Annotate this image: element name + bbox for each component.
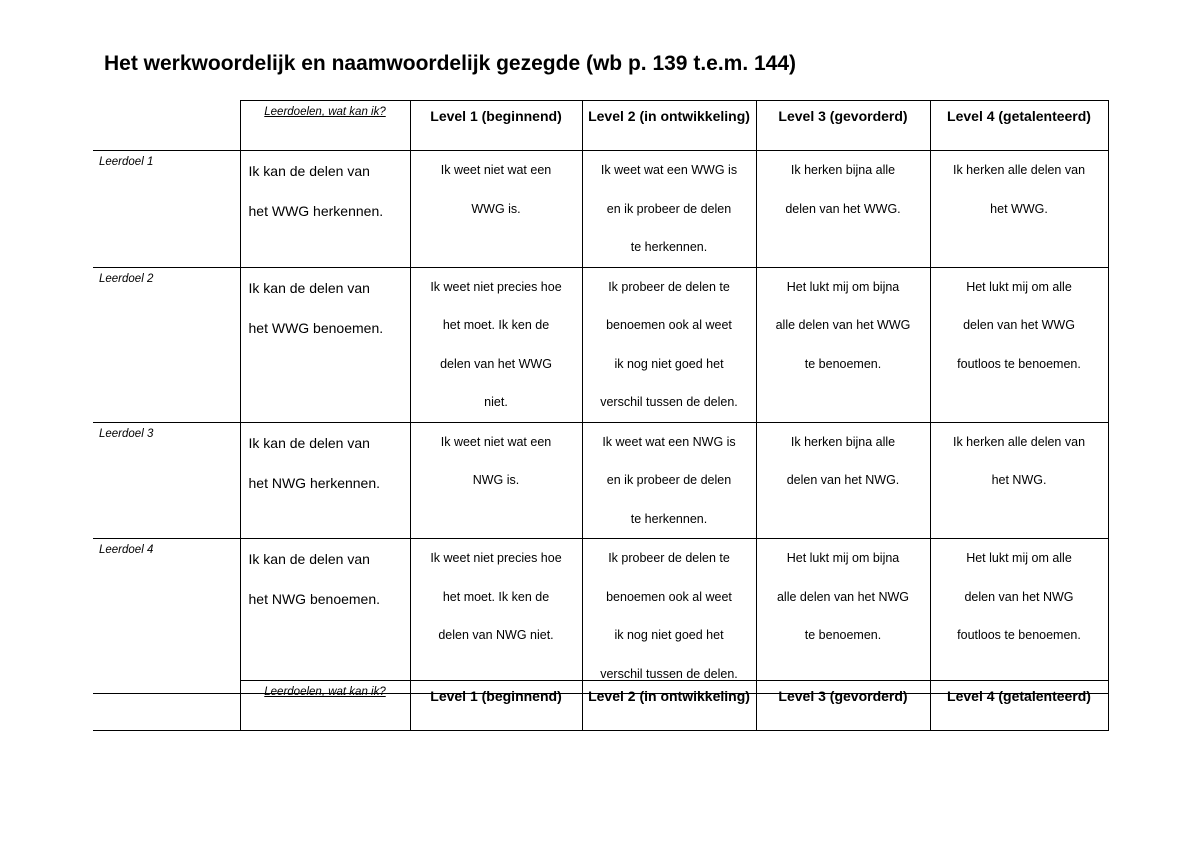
goal-text — [240, 539, 410, 694]
header-level-1: Level 1 (beginnend) — [410, 681, 582, 731]
level-1-cell — [410, 151, 582, 268]
cell-line: delen van het NWG. — [786, 473, 900, 487]
cell-line: het moet. Ik ken de — [442, 589, 550, 604]
cell-line: WWG is. — [471, 201, 521, 216]
cell-line: Ik weet niet precies hoe — [430, 279, 562, 294]
goal-id: Leerdoel 3 — [93, 422, 240, 539]
goal-id: Leerdoel 2 — [93, 267, 240, 422]
rubric-table — [93, 100, 1109, 694]
header-goals: Leerdoelen, wat kan ik? — [240, 101, 410, 151]
cell-line: het NWG. — [991, 473, 1047, 487]
goal-id: Leerdoel 4 — [93, 539, 240, 694]
level-2-cell — [582, 151, 756, 268]
level-1-cell — [410, 267, 582, 422]
cell-line: niet. — [484, 395, 508, 409]
cell-line: Ik probeer de delen te — [608, 279, 730, 294]
cell-line: Ik herken bijna alle — [790, 434, 896, 449]
cell-line: Ik weet niet wat een — [440, 163, 552, 177]
cell-line: NWG is. — [472, 473, 520, 487]
cell-line: Het lukt mij om alle — [966, 279, 1072, 294]
cell-line: Ik herken alle delen van — [952, 434, 1086, 449]
goal-text-line: het NWG herkennen. — [248, 474, 381, 491]
level-3-cell — [756, 539, 930, 694]
cell-line: te benoemen. — [804, 628, 882, 642]
table-header-row — [93, 101, 1108, 151]
cell-line: foutloos te benoemen. — [957, 356, 1081, 371]
cell-line: het WWG. — [990, 201, 1048, 216]
goal-text-line: het WWG benoemen. — [248, 319, 384, 336]
cell-line: delen van het WWG — [963, 318, 1075, 332]
cell-line: delen van NWG niet. — [438, 628, 554, 642]
header-level-2-line: Level 2 (in — [588, 688, 657, 704]
header-level-3: Level 3 (gevorderd) — [756, 681, 930, 731]
table-header-row — [93, 681, 1108, 731]
cell-line: te herkennen. — [630, 511, 708, 526]
table-row — [93, 539, 1108, 694]
table-row — [93, 422, 1108, 539]
cell-line: Het lukt mij om alle — [966, 551, 1072, 565]
cell-line: delen van het WWG. — [785, 201, 901, 216]
header-level-1: Level 1 (beginnend) — [410, 101, 582, 151]
cell-line: Ik probeer de delen te — [608, 551, 730, 565]
level-2-cell — [582, 422, 756, 539]
level-4-cell — [930, 422, 1108, 539]
level-4-cell — [930, 267, 1108, 422]
table-row — [93, 267, 1108, 422]
header-goals: Leerdoelen, wat kan ik? — [240, 681, 410, 731]
cell-line: Ik weet niet precies hoe — [430, 551, 562, 565]
empty-header-cell — [93, 101, 240, 151]
goal-text — [240, 267, 410, 422]
level-3-cell — [756, 422, 930, 539]
cell-line: alle delen van het WWG — [775, 318, 911, 332]
level-2-cell — [582, 267, 756, 422]
empty-header-cell — [93, 681, 240, 731]
cell-line: en ik probeer de delen — [606, 473, 732, 487]
level-2-cell — [582, 539, 756, 694]
header-level-2-line: ontwikkeling) — [660, 688, 750, 704]
cell-line: te herkennen. — [630, 240, 708, 254]
goal-text — [240, 422, 410, 539]
header-level-2 — [582, 681, 756, 731]
header-level-2-line: Level 2 (in — [588, 108, 657, 124]
cell-line: ik nog niet goed het — [614, 356, 724, 371]
header-level-3: Level 3 (gevorderd) — [756, 101, 930, 151]
cell-line: benoemen ook al weet — [606, 589, 732, 604]
goal-text-line: Ik kan de delen van — [248, 551, 370, 567]
rubric-table-2 — [93, 680, 1109, 731]
goal-text-line: Ik kan de delen van — [248, 434, 370, 451]
cell-line: Het lukt mij om bijna — [786, 551, 900, 565]
goal-text-line: het NWG benoemen. — [248, 591, 381, 607]
cell-line: ik nog niet goed het — [614, 628, 724, 642]
goal-text-line: Ik kan de delen van — [248, 279, 370, 296]
header-level-2 — [582, 101, 756, 151]
cell-line: Ik weet wat een WWG is — [600, 163, 738, 177]
cell-line: het moet. Ik ken de — [442, 318, 550, 332]
goal-id: Leerdoel 1 — [93, 151, 240, 268]
level-1-cell — [410, 539, 582, 694]
cell-line: Ik weet niet wat een — [440, 434, 552, 449]
cell-line: Ik herken bijna alle — [790, 163, 896, 177]
cell-line: Het lukt mij om bijna — [786, 279, 900, 294]
cell-line: foutloos te benoemen. — [957, 628, 1081, 642]
level-1-cell — [410, 422, 582, 539]
level-3-cell — [756, 267, 930, 422]
cell-line: te benoemen. — [804, 356, 882, 371]
header-level-4: Level 4 (getalenteerd) — [930, 681, 1108, 731]
goal-text — [240, 151, 410, 268]
cell-line: benoemen ook al weet — [606, 318, 732, 332]
header-level-2-line: ontwikkeling) — [660, 108, 750, 124]
cell-line: alle delen van het NWG — [776, 589, 909, 604]
cell-line: verschil tussen de delen. — [600, 666, 738, 681]
cell-line: en ik probeer de delen — [606, 201, 732, 216]
cell-line: Ik herken alle delen van — [952, 163, 1086, 177]
cell-line: verschil tussen de delen. — [600, 395, 738, 409]
table-row — [93, 151, 1108, 268]
cell-line: delen van het NWG — [964, 589, 1074, 604]
level-4-cell — [930, 539, 1108, 694]
level-3-cell — [756, 151, 930, 268]
cell-line: Ik weet wat een NWG is — [602, 434, 736, 449]
level-4-cell — [930, 151, 1108, 268]
goal-text-line: het WWG herkennen. — [248, 203, 384, 219]
header-level-4: Level 4 (getalenteerd) — [930, 101, 1108, 151]
goal-text-line: Ik kan de delen van — [248, 163, 370, 179]
page-title: Het werkwoordelijk en naamwoordelijk gezegde (wb p. 139 t.e.m. 144) — [104, 52, 797, 75]
cell-line: delen van het WWG — [440, 356, 552, 371]
